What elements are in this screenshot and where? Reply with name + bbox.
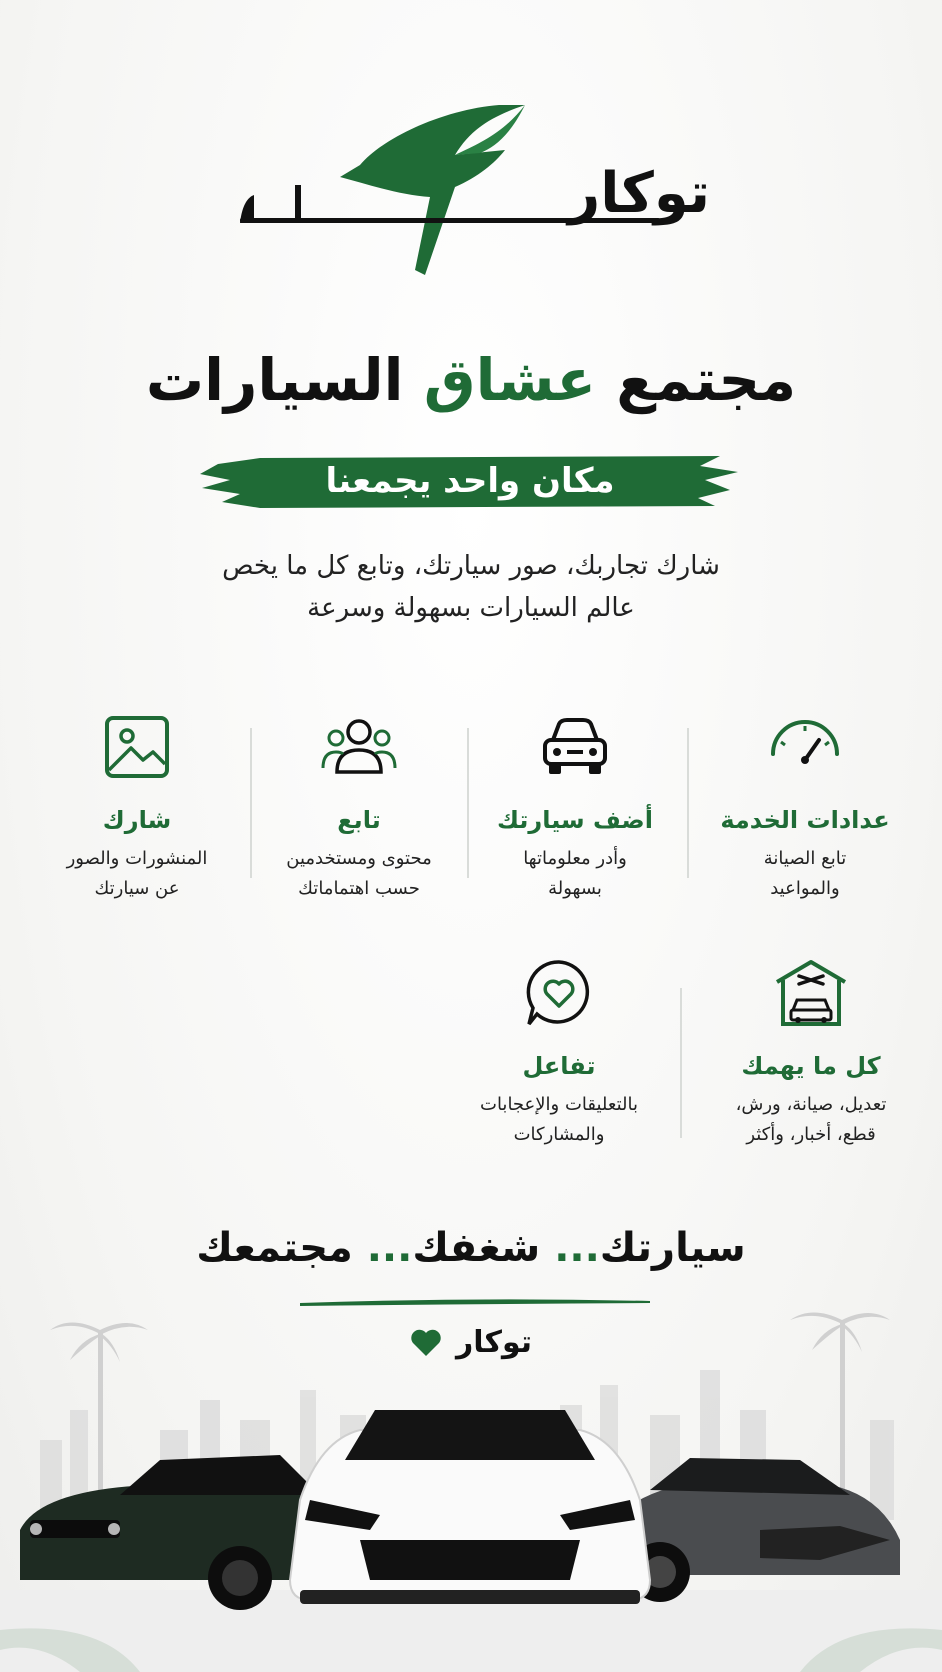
slogan xyxy=(0,1225,942,1271)
feature-service-meters xyxy=(700,712,910,904)
headline-part3: السيارات xyxy=(145,346,424,414)
feature-divider xyxy=(250,728,252,878)
slogan-word-3: مجتمعك xyxy=(196,1225,367,1271)
description-line-2: عالم السيارات بسهولة وسرعة xyxy=(307,593,635,623)
feature-title: تابع xyxy=(337,806,381,834)
feature-divider xyxy=(467,728,469,878)
feature-line-2: والمشاركات xyxy=(513,1124,605,1145)
feature-body xyxy=(470,844,680,904)
signature-text: توكار xyxy=(455,1325,533,1360)
description-line-1: شارك تجاربك، صور سيارتك، وتابع كل ما يخص xyxy=(222,551,720,581)
heart-icon xyxy=(410,1328,442,1358)
feature-divider xyxy=(680,988,682,1138)
slogan-dots-1: ... xyxy=(554,1225,600,1271)
brand-name: توكار xyxy=(568,161,710,226)
headline xyxy=(0,345,942,415)
brand-logo xyxy=(240,105,710,295)
feature-body xyxy=(706,1090,916,1150)
feature-title: تفاعل xyxy=(522,1052,596,1080)
feature-title: شارك xyxy=(102,806,172,834)
feature-everything xyxy=(706,958,916,1150)
feature-share xyxy=(32,712,242,904)
image-icon xyxy=(97,712,177,782)
feature-body xyxy=(700,844,910,904)
feature-body xyxy=(254,844,464,904)
feature-line-1: محتوى ومستخدمين xyxy=(286,848,432,869)
signature xyxy=(0,1325,942,1360)
slogan-dots-2: ... xyxy=(366,1225,413,1271)
headline-part1: مجتمع xyxy=(596,346,797,414)
slogan-word-2: شغفك xyxy=(412,1225,555,1271)
feature-line-2: حسب اهتماماتك xyxy=(298,878,420,899)
tagline-text: مكان واحد يجمعنا xyxy=(325,461,615,501)
center-car xyxy=(290,1410,650,1604)
feature-body xyxy=(454,1090,664,1150)
feature-body xyxy=(32,844,242,904)
heart-chat-icon xyxy=(519,958,599,1028)
feature-line-2: بسهولة xyxy=(548,878,602,899)
feature-follow xyxy=(254,712,464,904)
feature-line-1: المنشورات والصور xyxy=(66,848,208,869)
feature-title: أضف سيارتك xyxy=(497,806,653,834)
feature-line-2: والمواعيد xyxy=(770,878,840,899)
slogan-underline xyxy=(300,1298,650,1306)
headline-highlight: عشاق xyxy=(423,346,597,414)
feature-interact xyxy=(454,958,664,1150)
speedometer-icon xyxy=(765,712,845,782)
feature-line-1: وأدر معلوماتها xyxy=(523,848,627,869)
feature-line-1: تعديل، صيانة، ورش، xyxy=(735,1094,887,1115)
feature-line-1: تابع الصيانة xyxy=(763,848,847,869)
feature-title: عدادات الخدمة xyxy=(720,806,890,834)
slogan-word-1: سيارتك xyxy=(599,1225,746,1271)
feature-divider xyxy=(687,728,689,878)
description xyxy=(120,545,822,629)
feature-line-2: قطع، أخبار، وأكثر xyxy=(746,1124,876,1145)
tagline-banner xyxy=(200,450,740,512)
left-car xyxy=(20,1455,330,1610)
feature-line-1: بالتعليقات والإعجابات xyxy=(480,1094,638,1115)
users-icon xyxy=(319,712,399,782)
car-icon xyxy=(535,712,615,782)
feature-line-2: عن سيارتك xyxy=(94,878,180,899)
feature-title: كل ما يهمك xyxy=(741,1052,881,1080)
garage-icon xyxy=(771,958,851,1028)
feature-add-car xyxy=(470,712,680,904)
